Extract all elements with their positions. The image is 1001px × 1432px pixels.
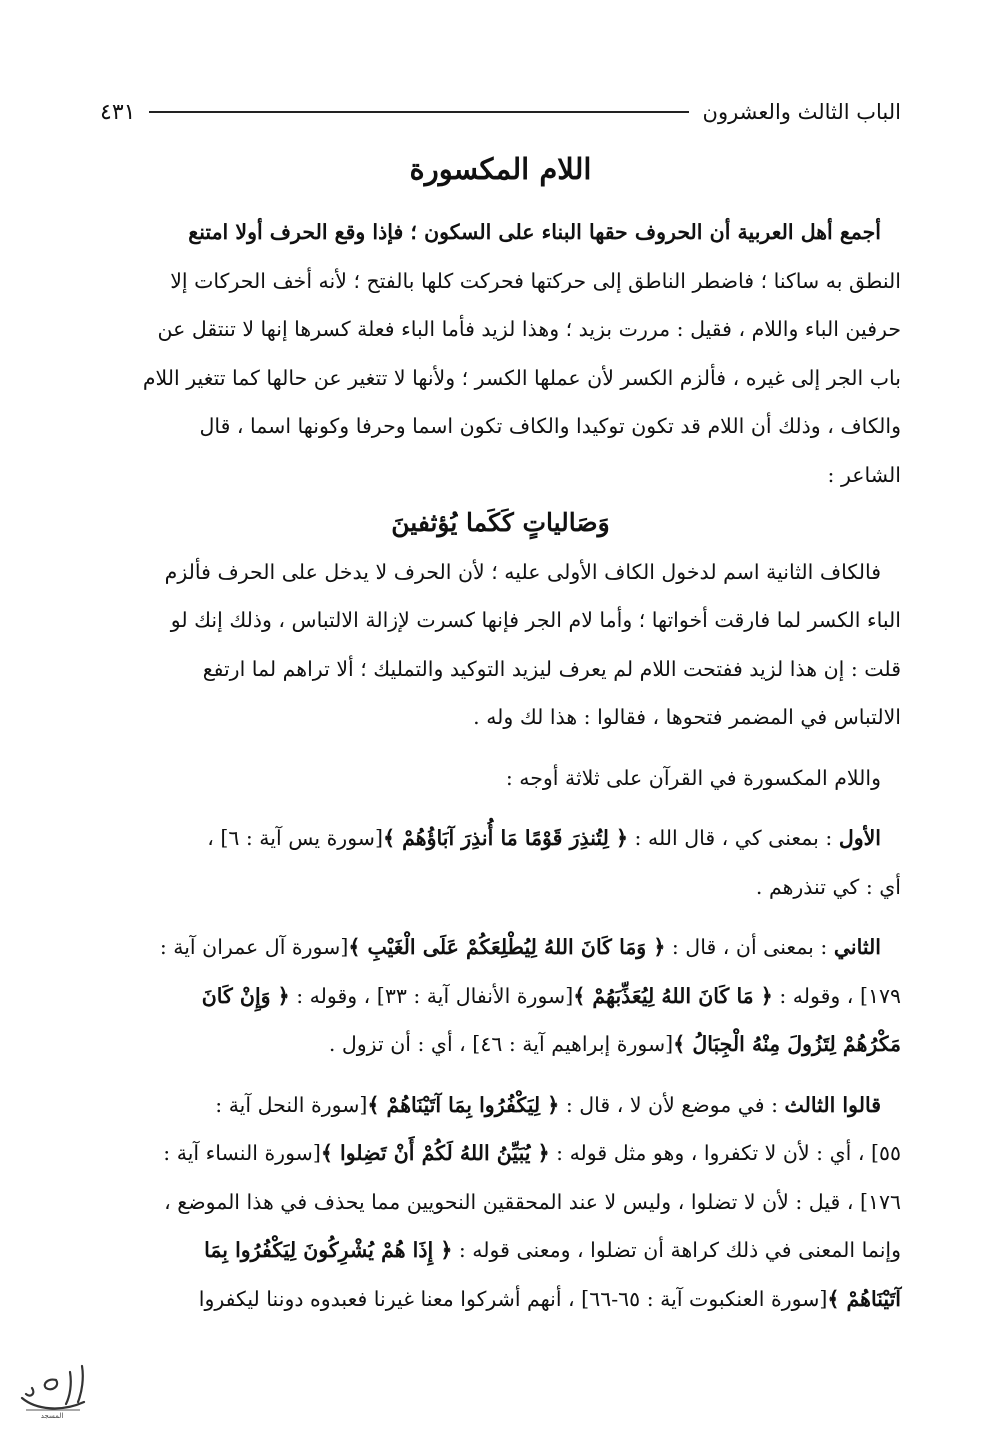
- third-text: : في موضع لأن لا ، قال :: [559, 1092, 785, 1117]
- third-label: قالوا الثالث: [784, 1092, 881, 1117]
- paragraph-2-line-4: الالتباس في المضمر فتحوها ، فقالوا : هذا لك وله .: [473, 705, 901, 729]
- third-ref-5: [سورة العنكبوت آية : ٦٥-٦٦] ، أنهم أشركوا معنا غيرنا فعبدوه دوننا ليكفروا: [198, 1286, 828, 1311]
- page-number: ٤٣١: [100, 99, 136, 125]
- logo-text: المسجد: [40, 1412, 64, 1420]
- third-text-4: وإنما المعنى في ذلك كراهة أن تضلوا ، ومعنى قوله :: [452, 1238, 901, 1262]
- third-ref-1b: ٥٥] ، أي : لأن لا تكفروا ، وهو مثل قوله :: [549, 1141, 901, 1165]
- body-text: [100, 208, 901, 1323]
- third-quran-quote-2: ﴿ يُبَيِّنُ اللهُ لَكُمْ أَنْ تَضِلوا ﴾: [320, 1141, 550, 1165]
- third-meaning-line-2: [100, 1129, 901, 1178]
- first-text: : بمعنى كي ، قال الله :: [628, 826, 839, 850]
- third-ref-1: [سورة النحل آية :: [215, 1092, 368, 1117]
- section-title: اللام المكسورة: [409, 152, 592, 186]
- paragraph-1-line-2: النطق به ساكنا ؛ فاضطر الناطق إلى حركتها فحركت كلها بالفتح ؛ لأنه أخف الحركات إلا: [170, 268, 901, 293]
- second-meaning-line-2: [100, 972, 901, 1021]
- poetry-verse: وَصَالياتٍ كَكَما يُؤثفينَ: [391, 508, 610, 537]
- second-quran-quote-2: ﴿ مَا كَانَ اللهُ لِيُعَذِّبَهُمْ ﴾: [573, 983, 773, 1008]
- second-quran-quote-3a: ﴿ وَإِنْ كَانَ: [201, 983, 290, 1008]
- third-meaning-line-3: ١٧٦] ، قيل : لأن لا تضلوا ، وليس لا عند المحققين النحويين مما يحذف في هذا الموضع ،: [164, 1189, 901, 1214]
- running-header: [100, 92, 901, 132]
- header-rule: [149, 111, 688, 113]
- second-meaning-line-3: [100, 1020, 901, 1069]
- third-meaning-line-4: [100, 1226, 901, 1275]
- third-quran-quote-1: ﴿ لِيَكْفُرُوا بِمَا آتَيْنَاهُمْ ﴾: [367, 1092, 560, 1117]
- second-meaning-line-1: [100, 923, 901, 972]
- second-ref-1: [سورة آل عمران آية :: [159, 935, 349, 959]
- intro-line: واللام المكسورة في القرآن على ثلاثة أوجه :: [505, 765, 881, 790]
- paragraph-2-line-2: الباء الكسر لما فارقت أخواتها ؛ وأما لام الجر فإنها كسرت لإزالة الالتباس ، وذلك إنك لو: [170, 608, 901, 632]
- first-ref: [سورة يس آية : ٦] ،: [207, 826, 383, 850]
- third-meaning-line-1: [100, 1081, 901, 1130]
- paragraph-1-line-3: حرفين الباء واللام ، فقيل : مررت بزيد ؛ وهذا لزيد فأما الباء فعلة كسرها إنها لا تنتقل عن: [157, 317, 901, 341]
- second-ref-1b: ١٧٩] ، وقوله :: [772, 983, 901, 1008]
- third-quran-quote-3a: ﴿ إِذَا هُمْ يُشْرِكُونَ لِيَكْفُرُوا بِمَا: [204, 1238, 453, 1262]
- paragraph-1-line-5: والكاف ، وذلك أن اللام قد تكون توكيدا والكاف تكون اسما وحرفا وكونها اسما ، قال: [199, 414, 901, 438]
- second-text: : بمعنى أن ، قال :: [665, 935, 834, 959]
- second-label: الثاني: [833, 935, 881, 959]
- second-ref-2: [سورة الأنفال آية : ٣٣] ، وقوله :: [289, 983, 574, 1008]
- chapter-title: الباب الثالث والعشرون: [702, 100, 901, 124]
- second-quran-quote-1: ﴿ وَمَا كَانَ اللهُ لِيُطْلِعَكُمْ عَلَى الْغَيْبِ ﴾: [348, 935, 666, 959]
- first-meaning: [100, 814, 901, 863]
- paragraph-2-line-3: قلت : إن هذا لزيد ففتحت اللام لم يعرف ليزيد التوكيد والتمليك ؛ ألا تراهم لما ارتفع: [202, 656, 901, 681]
- first-quran-quote: ﴿ لِتُنذِرَ قَوْمًا مَا أُنذِرَ آبَاؤُهُمْ ﴾: [382, 826, 629, 850]
- paragraph-2-line-1: فالكاف الثانية اسم لدخول الكاف الأولى عليه ؛ لأن الحرف لا يدخل على الحرف فألزم: [164, 559, 881, 584]
- paragraph-1-line-4: باب الجر إلى غيره ، فألزم الكسر لأن عملها الكسر ؛ ولأنها لا تتغير عن حالها كما تتغير اللام: [142, 365, 901, 390]
- first-explanation: أي : كي تنذرهم .: [755, 874, 901, 899]
- second-quran-quote-3b: مَكْرُهُمْ لِتَزُولَ مِنْهُ الْجِبَالُ ﴾: [673, 1032, 901, 1056]
- first-label: الأول: [838, 826, 881, 850]
- third-quran-quote-3b: آتَيْنَاهُمْ ﴾: [827, 1286, 901, 1311]
- third-ref-2: [سورة النساء آية :: [163, 1141, 321, 1165]
- paragraph-1-line-1: أجمع أهل العربية أن الحروف حقها البناء على السكون ؛ فإذا وقع الحرف أولا امتنع: [188, 220, 881, 244]
- third-meaning-line-5: [100, 1275, 901, 1324]
- publisher-logo: [12, 1358, 92, 1420]
- second-ref-3: [سورة إبراهيم آية : ٤٦] ، أي : أن تزول .: [328, 1032, 674, 1056]
- paragraph-1-line-6: الشاعر :: [827, 462, 901, 487]
